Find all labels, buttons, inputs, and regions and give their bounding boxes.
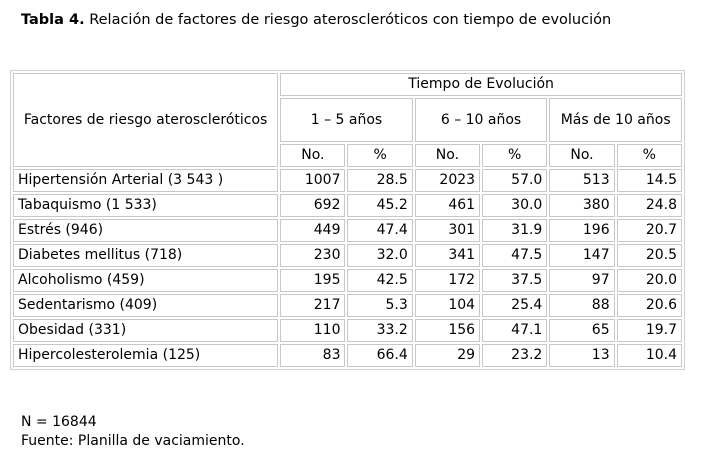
table-row <box>13 194 682 217</box>
table-row <box>13 219 682 242</box>
cell-pct: 47.5 <box>482 244 547 267</box>
cell-pct: 30.0 <box>482 194 547 217</box>
cell-no: 97 <box>549 269 614 292</box>
cell-pct: 47.4 <box>347 219 412 242</box>
cell-no: 88 <box>549 294 614 317</box>
cell-pct: 47.1 <box>482 319 547 342</box>
table-row <box>13 269 682 292</box>
cell-no: 147 <box>549 244 614 267</box>
caption-text: Relación de factores de riesgo ateroscleróticos con tiempo de evolución <box>84 12 612 28</box>
cell-no: 380 <box>549 194 614 217</box>
cell-no: 110 <box>280 319 345 342</box>
table-row <box>13 294 682 317</box>
cell-pct: 42.5 <box>347 269 412 292</box>
cell-no: 172 <box>415 269 480 292</box>
group-header: Tiempo de Evolución <box>280 73 682 96</box>
caption-label: Tabla 4. <box>21 12 85 28</box>
cell-pct: 33.2 <box>347 319 412 342</box>
cell-pct: 5.3 <box>347 294 412 317</box>
cell-pct: 24.8 <box>617 194 682 217</box>
cell-pct: 14.5 <box>617 169 682 192</box>
cell-pct: 20.0 <box>617 269 682 292</box>
cell-pct: 57.0 <box>482 169 547 192</box>
cell-no: 301 <box>415 219 480 242</box>
cell-no: 461 <box>415 194 480 217</box>
period-header: 1 – 5 años <box>280 98 413 142</box>
cell-pct: 28.5 <box>347 169 412 192</box>
cell-pct: 20.7 <box>617 219 682 242</box>
table-caption <box>21 11 661 30</box>
table-row <box>13 344 682 367</box>
row-factor: Estrés (946) <box>13 219 278 242</box>
cell-pct: 20.5 <box>617 244 682 267</box>
cell-pct: 31.9 <box>482 219 547 242</box>
cell-no: 217 <box>280 294 345 317</box>
period-header: Más de 10 años <box>549 98 682 142</box>
cell-pct: 32.0 <box>347 244 412 267</box>
row-factor: Sedentarismo (409) <box>13 294 278 317</box>
table-row <box>13 169 682 192</box>
cell-no: 156 <box>415 319 480 342</box>
sub-header-pct: % <box>347 144 412 167</box>
cell-no: 13 <box>549 344 614 367</box>
row-factor: Alcoholismo (459) <box>13 269 278 292</box>
sub-header-no: No. <box>415 144 480 167</box>
row-factor: Tabaquismo (1 533) <box>13 194 278 217</box>
cell-pct: 20.6 <box>617 294 682 317</box>
cell-no: 29 <box>415 344 480 367</box>
source-note: Fuente: Planilla de vaciamiento. <box>21 433 245 449</box>
cell-no: 2023 <box>415 169 480 192</box>
sub-header-pct: % <box>617 144 682 167</box>
cell-no: 692 <box>280 194 345 217</box>
cell-no: 1007 <box>280 169 345 192</box>
table-row <box>13 319 682 342</box>
risk-factors-table <box>10 70 685 370</box>
row-factor: Hipercolesterolemia (125) <box>13 344 278 367</box>
row-factor: Hipertensión Arterial (3 543 ) <box>13 169 278 192</box>
header-row-group <box>13 73 682 96</box>
cell-pct: 23.2 <box>482 344 547 367</box>
cell-no: 341 <box>415 244 480 267</box>
row-factor: Obesidad (331) <box>13 319 278 342</box>
cell-pct: 25.4 <box>482 294 547 317</box>
cell-no: 83 <box>280 344 345 367</box>
table-row <box>13 244 682 267</box>
cell-no: 230 <box>280 244 345 267</box>
cell-no: 195 <box>280 269 345 292</box>
sample-size-note: N = 16844 <box>21 414 97 430</box>
cell-no: 449 <box>280 219 345 242</box>
cell-pct: 10.4 <box>617 344 682 367</box>
sub-header-no: No. <box>280 144 345 167</box>
sub-header-pct: % <box>482 144 547 167</box>
cell-pct: 19.7 <box>617 319 682 342</box>
cell-pct: 66.4 <box>347 344 412 367</box>
table-notes <box>21 413 245 451</box>
cell-pct: 37.5 <box>482 269 547 292</box>
cell-no: 104 <box>415 294 480 317</box>
sub-header-no: No. <box>549 144 614 167</box>
period-header: 6 – 10 años <box>415 98 548 142</box>
cell-pct: 45.2 <box>347 194 412 217</box>
row-factor: Diabetes mellitus (718) <box>13 244 278 267</box>
factor-header: Factores de riesgo ateroscleróticos <box>13 73 278 167</box>
cell-no: 65 <box>549 319 614 342</box>
cell-no: 513 <box>549 169 614 192</box>
cell-no: 196 <box>549 219 614 242</box>
table-container <box>10 70 685 370</box>
